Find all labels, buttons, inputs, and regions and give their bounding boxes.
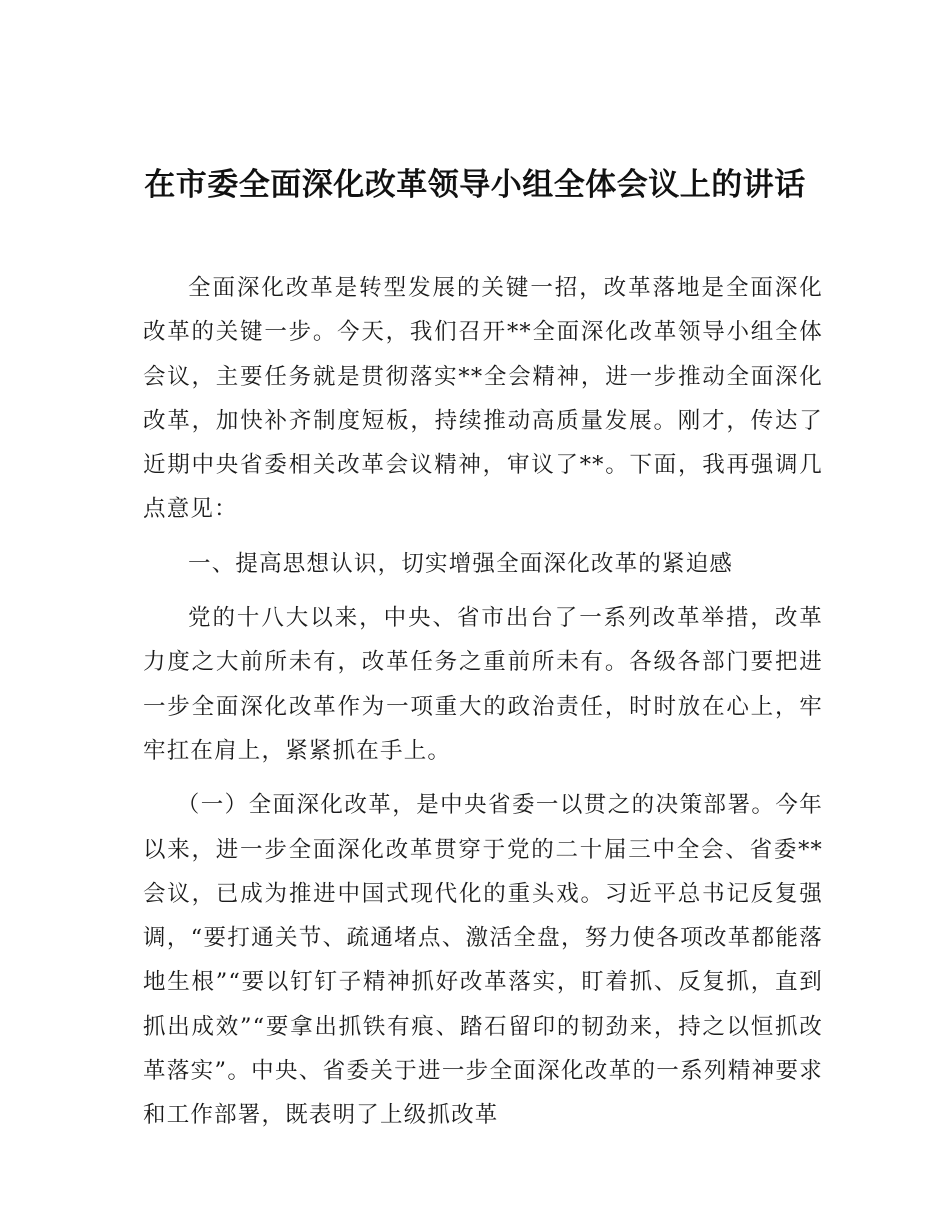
section-1-paragraph: 党的十八大以来，中央、省市出台了一系列改革举措，改革力度之大前所未有，改革任务之重前所未有。各级各部门要把进一步全面深化改革作为一项重大的政治责任，时时放在心上，牢牢扛在肩上，紧紧抓在手上。 bbox=[143, 605, 823, 764]
subsection-1-paragraph: （一）全面深化改革，是中央省委一以贯之的决策部署。今年以来，进一步全面深化改革贯穿于党的二十届三中全会、省委**会议，已成为推进中国式现代化的重头戏。习近平总书记反复强调，“要打通关节、疏通堵点、激活全盘，努力使各项改革都能落地生根”“要以钉钉子精神抓好改革落实，盯着抓、反复抓，直到抓出成效”“要拿出抓铁有痕、踏石留印的韧劲来，持之以恒抓改革落实”。中央、省委关于进一步全面深化改革的一系列精神要求和工作部署，既表明了上级抓改革 bbox=[143, 792, 823, 1129]
section-heading-1: 一、提高思想认识，切实增强全面深化改革的紧迫感 bbox=[188, 550, 734, 577]
document-body bbox=[143, 266, 823, 1148]
intro-paragraph: 全面深化改革是转型发展的关键一招，改革落地是全面深化改革的关键一步。今天，我们召开**全面深化改革领导小组全体会议，主要任务就是贯彻落实**全会精神，进一步推动全面深化改革，加快补齐制度短板，持续推动高质量发展。刚才，传达了近期中央省委相关改革会议精神，审议了**。下面，我再强调几点意见： bbox=[143, 275, 823, 523]
document-title: 在市委全面深化改革领导小组全体会议上的讲话 bbox=[144, 167, 806, 203]
